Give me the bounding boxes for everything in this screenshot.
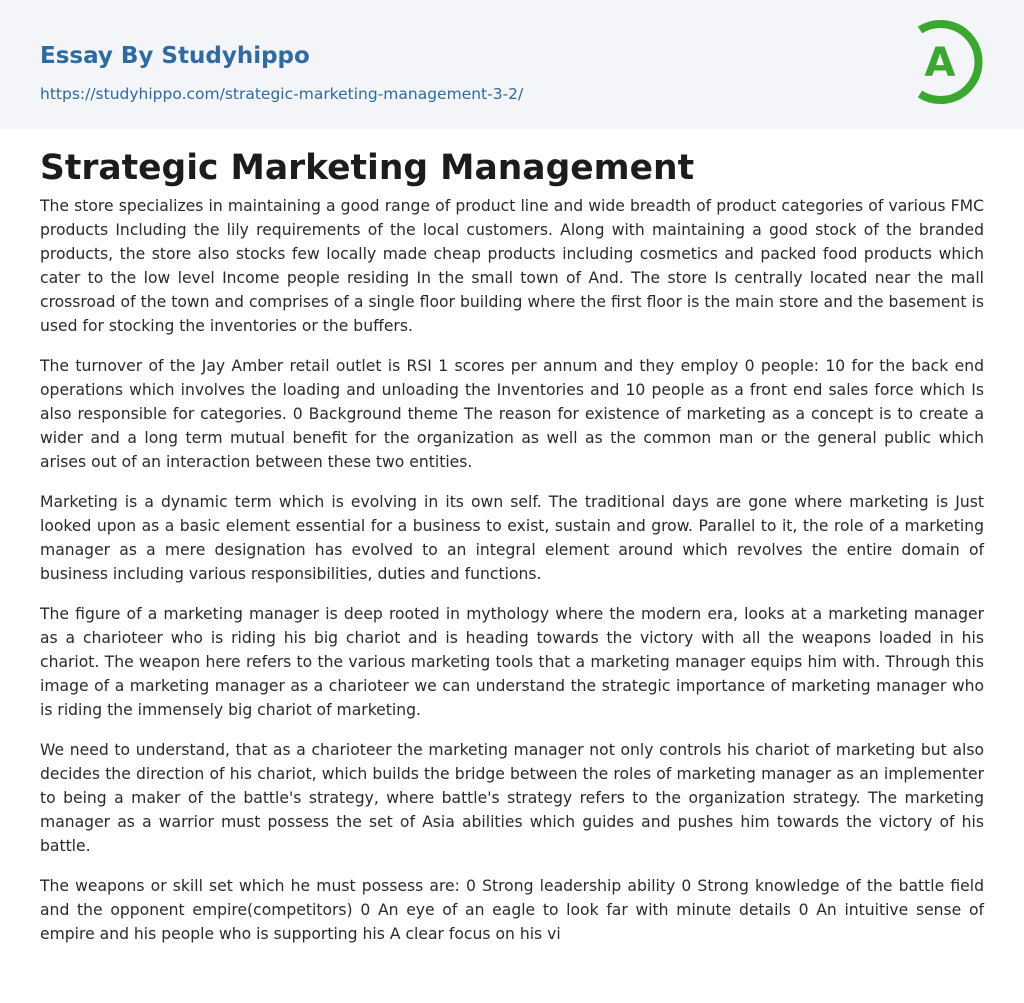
article-paragraph: The figure of a marketing manager is deep rooted in mythology where the modern era, looks at a marketing manager as a charioteer who is riding his big chariot and is heading towards the victory with all the weapons loaded in his chariot. The weapon here refers to the various marketing tools that a marketing manager equips him with. Through this image of a marketing manager as a charioteer we can understand the strategic importance of marketing manager who is riding the immensely big chariot of marketing.	[40, 605, 984, 719]
article-paragraph: The store specializes in maintaining a good range of product line and wide breadth of product categories of various FMC products Including the lily requirements of the local customers. Along with maintaining a good stock of the branded products, the store also stocks few locally made cheap products including cosmetics and packed food products which cater to the low level Income people residing In the small town of And. The store Is centrally located near the mall crossroad of the town and comprises of a single floor building where the first floor is the main store and the basement is used for stocking the inventories or the buffers.	[40, 197, 984, 335]
article-paragraph: The weapons or skill set which he must possess are: 0 Strong leadership ability 0 Strong knowledge of the battle field and the opponent empire(competitors) 0 An eye of an eagle to look far with minute details 0 An intuitive sense of empire and his people who is supporting his A clear focus on his vi	[40, 877, 984, 943]
article-paragraph: The turnover of the Jay Amber retail outlet is RSI 1 scores per annum and they employ 0 people: 10 for the back end operations which involves the loading and unloading the Inventories and 10 people as a front end sales force which Is also responsible for categories. 0 Background theme The reason for existence of marketing as a concept is to create a wider and a long term mutual benefit for the organization as well as the common man or the general public which arises out of an interaction between these two entities.	[40, 357, 984, 471]
studyhippo-logo-icon[interactable]	[912, 18, 988, 106]
article-paragraph: Marketing is a dynamic term which is evolving in its own self. The traditional days are gone where marketing is Just looked upon as a basic element essential for a business to exist, sustain and grow. Parallel to it, the role of a marketing manager as a mere designation has evolved to an integral element around which revolves the entire domain of business including various responsibilities, duties and functions.	[40, 493, 984, 583]
brand-title[interactable]: Essay By Studyhippo	[40, 43, 310, 69]
article-paragraph: We need to understand, that as a charioteer the marketing manager not only controls his chariot of marketing but also decides the direction of his chariot, which builds the bridge between the roles of marketing manager as an implementer to being a maker of the battle's strategy, where battle's strategy refers to the organization strategy. The marketing manager as a warrior must possess the set of Asia abilities which guides and pushes him towards the victory of his battle.	[40, 741, 984, 855]
logo-letter: A	[924, 40, 956, 86]
article-body	[40, 194, 984, 962]
article-url-link[interactable]: https://studyhippo.com/strategic-marketing-management-3-2/	[40, 85, 524, 103]
page-title: Strategic Marketing Management	[40, 148, 695, 188]
